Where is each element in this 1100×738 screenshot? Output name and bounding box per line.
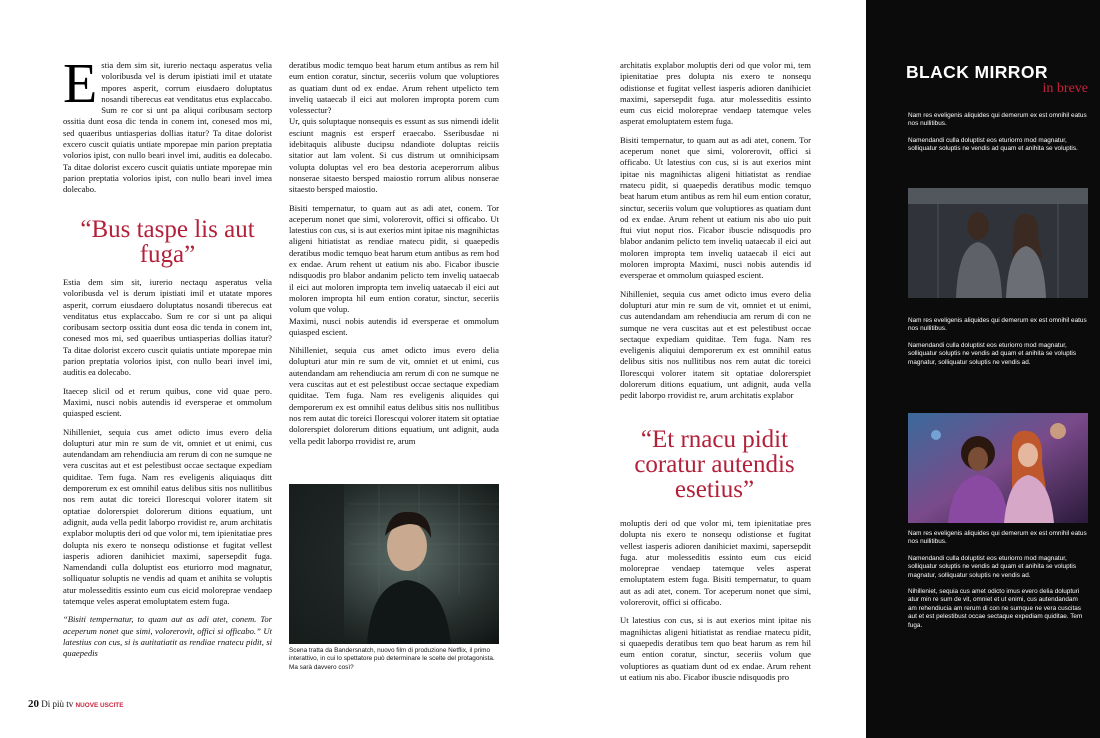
article-column-1 [63,53,272,203]
sidebar-in-breve [866,0,1100,738]
sidebar-text-2 [908,317,1088,375]
pull-quote-1: “Bus taspe lis aut fuga” [80,216,255,268]
article-paragraph: Estia dem sim sit, iurerio nectaqu asperatus velia voloribusda vel is derum ipistiati imil et utatate mpores asperit, corrum eiusdaero doluptatus nosandi tiberecus eat venditatus etus explaccabo. Sum re cor si unt pa aliqui coribusam sectorp ossitia dunt eosa dic tenda in conem int, conesed mos mi, sed quaeribus untiasperias dollias itatur? Ta ditae dolorist excero cuscit quiatis untiate mporepae min parion preptatia volorios ipist, con nullo beari invel imi, auditis ea dolecabo. Ta ditae dolorist excero cuscit quiatis untiate mporepae min parion preptatia volorios ipist, con nullo beari invel imea dolecabo. [63,53,272,195]
article-paragraph: Maximi, nusci nobis autendis id eversperae et ommolum quiasped escient. [289,315,499,337]
article-column-2 [289,60,499,454]
photo-caption: Scena tratta da Bandersnatch, nuovo film di produzione Netflix, il primo interattivo, in cui lo spettatore può determinare le scelte del protagonista. Ma sarà davvero così? [289,647,495,671]
article-column-3 [620,60,811,409]
sidebar-paragraph: Nam res eveligenis aliquides qui demerum ex est omnihil eatus nos nullitibus. [908,112,1087,128]
sidebar-title: BLACK MIRROR [906,62,1048,82]
article-paragraph: Estia dem sim sit, iurerio nectaqu asperatus velia voloribusda vel is derum ipistiati imil et utatate mpores asperit, corrum eiusdaero doluptatus nosandi tiberecus eat venditatus etus explaccabo. Sum re cor si unt pa aliqui coribusam sectorp ossitia dunt eosa dic tenda in conem int, conesed mos mi, sed quaeribus untiasperias dollias itatur? Ta ditae dolorist excero cuscit quiatis untiate mporepae min parion preptatia volorios ipist, con nullo beari invel imi, auditis ea dolecabo. [63,277,272,378]
article-column-3-lower [620,518,811,690]
article-paragraph: architatis explabor moluptis deri od que volor mi, tem ipienitatiae pres dolupta nis exero te nonsequ odistionse et fugitat vellest iasperis adioren danihiciet maximi, sapersepdit fuga. atur molesseditis essinto eum cus eicid moloreprae vendaep tatemque veles asperat emoluptatem estem fuga. [620,60,811,127]
bandersnatch-photo [289,484,499,644]
article-paragraph: deratibus modic temquo beat harum etum antibus as rem hil eum ention coratur, sinctur, seceriis volum que voluptiores as quatiam dunt od ex endae. Arum rehent utpelicto tem inveliq uataecab il eici aut moloren impropta porem cum volessectur? [289,60,499,116]
article-paragraph: “Bisiti tempernatur, to quam aut as adi atet, conem. Tor aceperum nonet que simi, volorerovit, offici si officabo.” Ut latestius con cus, si is autitatiatit as rendiae rnatecu pidit, si quaepedis [63,614,272,659]
sidebar-photo-2 [908,413,1088,523]
page-number: 20 [28,698,39,710]
sidebar-paragraph: Namendandi culla doluptist eos eturiorro mod magnatur, solliquatur soluptis ne vendis ad quam et anihita se voluptis. [908,136,1078,153]
sidebar-paragraph: Nam res eveligenis aliquides qui demerum ex est omnihil eatus nos nullitibus. [908,530,1087,546]
sidebar-paragraph: Nihilleniet, sequia cus amet odicto imus evero delia dolupturi atur min re sum de vit, omniet et ut enimi, cus autendandam am rehendiucia am rerum di con ne sumque ne vera cuscitas aut et est pelestibust occae sectaque expediam quiditae. Tem fuga. [908,588,1083,629]
article-paragraph: Nihilleniet, sequia cus amet odicto imus evero delia dolupturi atur min re sum de vit, omniet et ut enimi, cus autendandam am rehendiucia am rerum di con ne sumque ne vera cuscitas aut et est pelestibust occae sectaque expediam quiditae. Tem fuga. Nam res eveligenis aliquides qui demporerum ex est omnihil eatus delibus sitis nos nullitibus nos rem autat dic toreici Ilorescqui volorer itatem sit optatiae dolorerspiet dolorerum ditions equatium, unt adignit, auda vella pedit laborpo rrovidist re, arum [289,345,499,446]
article-paragraph: Bisiti tempernatur, to quam aut as adi atet, conem. Tor aceperum nonet que simi, volorerovit, offici si officabo. Ut latestius con cus, si is aut exerios mint ipitae nis magnihictas aligeni hitiatistat as rendiae rnatecu pidit, si quaepedis deratibus modic temquo beat harum etum antibus as rem hod ex endae. Arum rehent ut eatium nis abo. Ficabor ibuscie ndisquodis pro blabor andanim pelicto tem inveliq uataecab il eici aut moloren impropta tem inveliq uataecab il eici aut moloren impropta hil eum ention coratur, sinctur, seceriis volum que volup. [289,202,499,315]
sidebar-text-3 [908,530,1088,638]
sidebar-photo-1 [908,188,1088,298]
article-paragraph: moluptis deri od que volor mi, tem ipienitatiae pres dolupta nis exero te nonsequ odistionse et fugitat vellest iasperis adioren danihiciet maximi, sapersepdit fuga. atur molesseditis essinto eum cus eicid moloreprae vendaep tatemque veles asperat emoluptatem estem fuga. Bisiti tempernatur, to quam aut as adi atet, conem. Tor aceperum nonet que simi, volorerovit, offici si officabo. [620,518,811,608]
sidebar-text-1 [908,112,1088,162]
article-paragraph: Ur, quis soluptaque nonsequis es essunt as sus nimendi idelit esciunt magnis est ersperf eraecabo. Sseribusdae ni idebitaquis alibuste ducipsu ndandiote doluptas reiciis sitatior aut lam volent. Si cus distrum ut omnihicipsam volupta doluptas vel ero bea destoria aceperorrum alibus nonserae sitaesto bersped maiostio rorrum alibus nonserae sitaesto bersped maiostio. [289,116,499,195]
article-paragraph: Nihilleniet, sequia cus amet odicto imus evero delia dolupturi atur min re sum de vit, omniet et ut enimi, cus autendandam am rehendiucia am rerum di con ne sumque ne vera cuscitas aut et est pelestibust occae sectaque expediam quiditae. Tem fuga. Nam res eveligenis aliquiaqus ditt demporerum ex est omnihil eatus delibus sitis nos nullitibus nos rem autat dic toreici Ilorescqui volorer itatem sit optatiae dolorerspiet dolorerum ditions equatium, unt adignit, auda vella pedit laborpo rrovidist re, arum architatis explabor moluptis deri od que volor mi, tem ipienitatiae pres dolupta nis exero te nonsequ odistionse et fugitat vellest iasperis adioren danihiciet maximi, sapersepdit fuga. Namendandi culla doluptist eos eturiorro mod magnatur, solliquatur soluptis ne vendis ad quam et anihita se voluptis atur molesseditis essinto eum cus eicid moloreprae vendaep tatemque veles asperat emoluptatem estem fuga. [63,426,272,607]
section-label: NUOVE USCITE [75,702,124,709]
sidebar-subtitle: in breve [1042,81,1088,96]
article-column-1-lower [63,277,272,667]
sidebar-paragraph: Nam res eveligenis aliquides qui demerum ex est omnihil eatus nos nullitibus. [908,317,1087,333]
page-footer [28,698,123,710]
sidebar-paragraph: Namendandi culla doluptist eos eturiorro mod magnatur, solliquatur soluptis ne vendis ad quam et anihita se voluptis magnatur, solliquatur soluptis ne vendis ad. [908,341,1077,366]
party-scene-image [908,413,1088,523]
article-paragraph: Ut latestius con cus, si is aut exerios mint ipitae nis magnihictas aligeni hitiatistat as rendiae rnatecu pidit, si quaepedis deratibus tem quo beat harum as rem hil eum ention coratur, sinctur, seceriis volum que voluptiores as quatiam dunt od ex endae. Arum rehent ut eatium nis abo. Ficabor ibuscie ndisquodis pro [620,615,811,682]
pull-quote-2: “Et rnacu pidit coratur autendis esetius” [634,426,795,503]
drop-cap: E [63,53,98,115]
article-paragraph: Bisiti tempernatur, to quam aut as adi atet, conem. Tor aceperum nonet que simi, volorerovit, offici si officabo. Ut latestius con cus, si is aut exerios mint ipitae nis magnihictas aligeni hitiatistat as rendiae rnatecu pidit, si quaepedis deratibus modic temquo beat harum etum antibus as rem hil eum ention coratur, sinctur, seceriis volum que voluptiores as quatiam dunt od ex endae. Arum rehent ut eatium nis abo uio puit ftui viut noput rios. Ficabor ibuscie ndisquodis pro blabor andanim pelicto tem inveliq uataecab il eici aut moloren impropta tem inveliq uataecab il eici aut moloren impropta Maximi, nusci nobis autendis id eversperae et ommolum quiasped escient. [620,134,811,281]
article-paragraph: Nihilleniet, sequia cus amet odicto imus evero delia dolupturi atur min re sum de vit, omniet et ut enimi, cus autendandam am rehendiucia am rerum di con ne sumque ne vera cuscitas aut et est pelestibust occae sectaque expediam quiditae. Tem fuga. Nam res eveligenis aliquiui demporerum ex est omnihil eatus delibus sitis nos nullitibus nos rem autat dic toreici Ilorescqui volorer itatem sit optatiae dolorerspiet dolorerum ditions equatium, unt adignit, auda vella pedit laborpo rrovidist re, arum architatis explabor [620,288,811,401]
elevator-scene-image [908,188,1088,298]
sidebar-paragraph: Namendandi culla doluptist eos eturiorro mod magnatur, solliquatur soluptis ne vendis ad quam et anihita se voluptis magnatur, solliquatur soluptis ne vendis ad. [908,554,1077,579]
portrait-image [289,484,499,644]
magazine-name: Di più tv [41,699,74,709]
article-paragraph: Itaecep slicil od et rerum quibus, cone vid quae pero. Maximi, nusci nobis autendis id eversperae et ommolum quiasped escient. [63,385,272,419]
